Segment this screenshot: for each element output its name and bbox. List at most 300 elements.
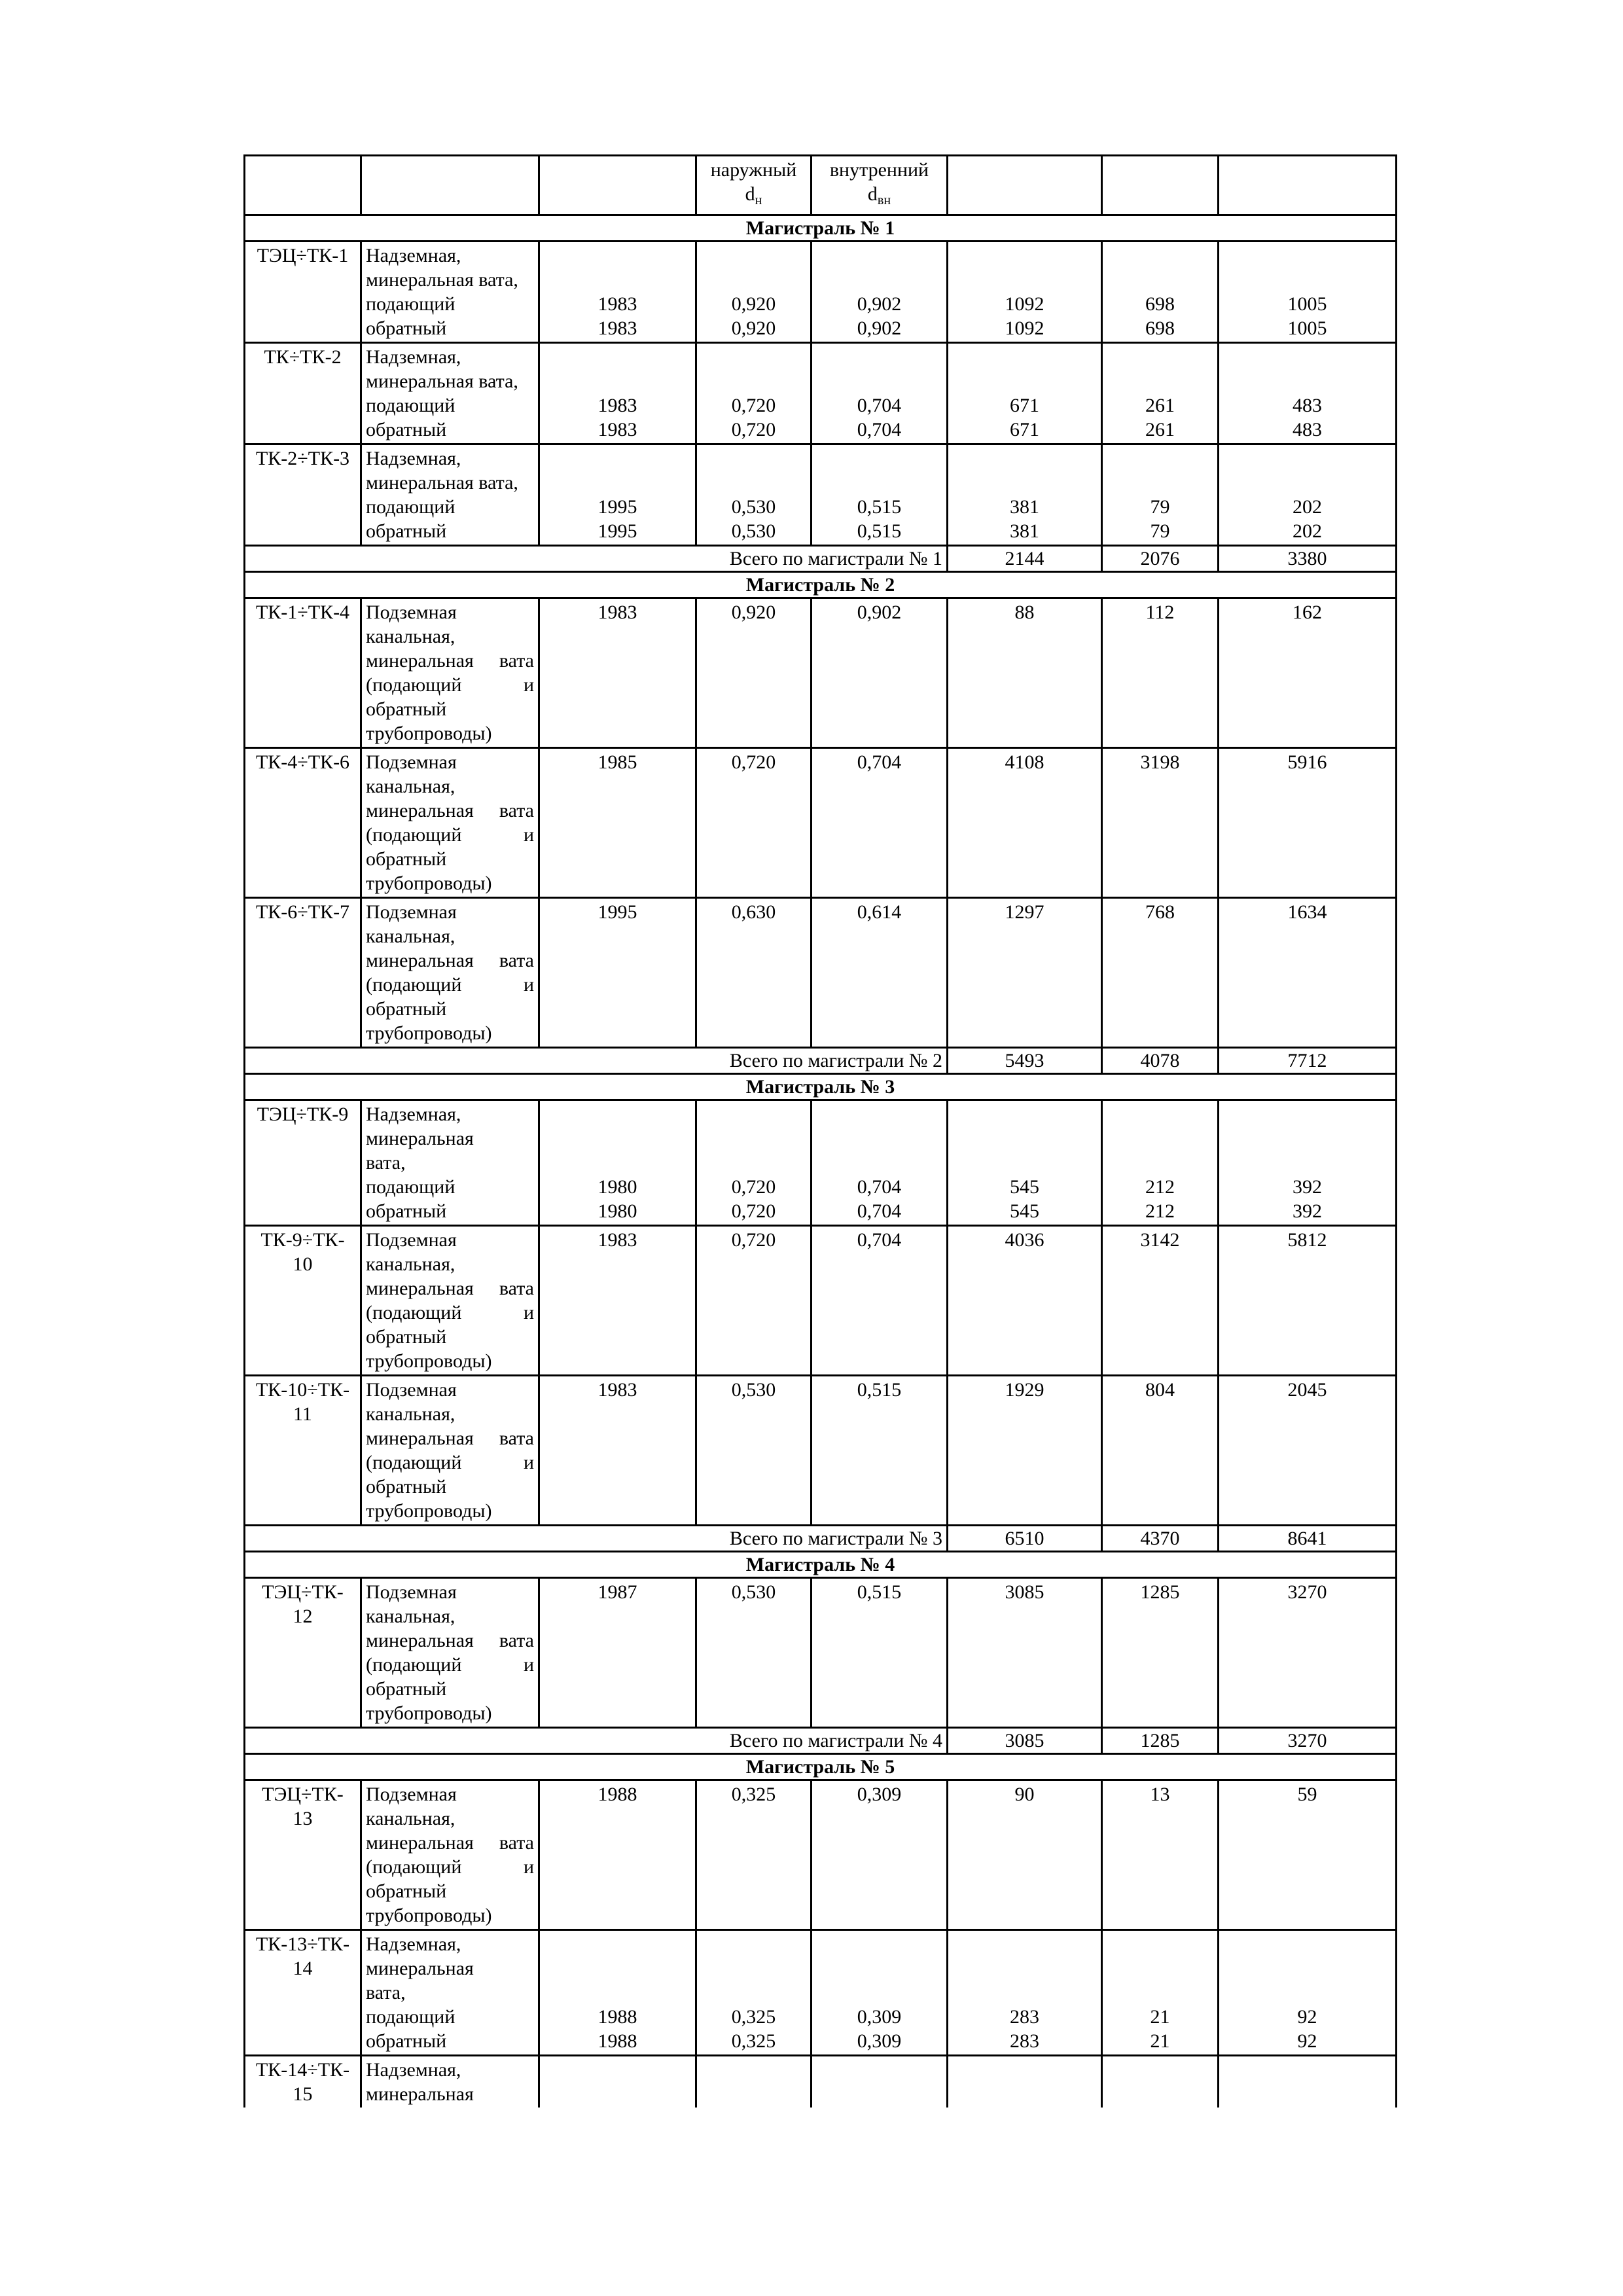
- year-cell: [539, 242, 696, 343]
- year-cell: [539, 1780, 696, 1930]
- spacer-line: [701, 1151, 806, 1175]
- year-value: 1983: [597, 1379, 637, 1401]
- description-line: (подающий и: [366, 674, 534, 696]
- spacer-line: [952, 1932, 1097, 1956]
- segment-label: 14: [293, 1958, 313, 1979]
- year-value: 1983: [597, 1229, 637, 1251]
- c2-value: 112: [1145, 601, 1175, 623]
- description-line: Надземная,: [366, 2059, 461, 2081]
- section-total-row: [245, 546, 1397, 572]
- description-line: (подающий и: [366, 974, 534, 996]
- description-line: обратный: [366, 317, 447, 339]
- section-title: Магистраль № 3: [245, 1074, 1397, 1100]
- d-out-cell: [696, 1780, 812, 1930]
- c3-cell: [1219, 748, 1397, 898]
- description-cell: [361, 2056, 539, 2108]
- spacer-line: [544, 1151, 691, 1175]
- c1-value: 90: [1014, 1784, 1035, 1805]
- c3-cell: [1219, 1930, 1397, 2056]
- spacer-line: [1223, 446, 1391, 471]
- spacer-line: [701, 345, 806, 369]
- spacer-line: [1107, 1102, 1213, 1126]
- segment-label: ТК-2÷ТК-3: [255, 448, 350, 469]
- segment-label: ТК-4÷ТК-6: [255, 751, 350, 773]
- outer-diameter-label: наружный: [710, 159, 797, 181]
- description-line: обратный: [366, 1326, 447, 1348]
- description-cell: [361, 343, 539, 444]
- spacer-line: [816, 1126, 942, 1151]
- header-blank-cell: [539, 156, 696, 215]
- description-line: трубопроводы): [366, 1022, 492, 1044]
- c1-value: 381: [1010, 496, 1039, 518]
- description-line: обратный: [366, 698, 447, 720]
- segment-label: ТК-10÷ТК-: [255, 1379, 350, 1401]
- year-value: 1988: [597, 1784, 637, 1805]
- segment-cell: [245, 343, 361, 444]
- description-line: канальная,: [366, 1808, 455, 1829]
- spacer-line: [1107, 1126, 1213, 1151]
- segment-label: 11: [293, 1403, 312, 1425]
- d-out-cell: [696, 1226, 812, 1376]
- description-line: подающий: [366, 2006, 455, 2028]
- c1-value: 671: [1010, 395, 1039, 416]
- d-in-cell: [812, 1226, 948, 1376]
- d-out-value: 0,720: [731, 1200, 776, 1222]
- spacer-line: [544, 1102, 691, 1126]
- d-in-value: 0,704: [857, 395, 902, 416]
- spacer-line: [701, 1981, 806, 2005]
- table-row: [245, 242, 1397, 343]
- d-out-cell: [696, 598, 812, 748]
- year-value: 1983: [597, 293, 637, 315]
- section-total-row: [245, 1728, 1397, 1754]
- year-value: 1983: [597, 395, 637, 416]
- description-cell: [361, 444, 539, 546]
- description-line: канальная,: [366, 1253, 455, 1275]
- description-line: (подающий и: [366, 824, 534, 846]
- c1-value: 545: [1010, 1176, 1039, 1198]
- c2-value: 3198: [1140, 751, 1180, 773]
- spacer-line: [952, 1151, 1097, 1175]
- section-heading-row: [245, 1754, 1397, 1780]
- description-line: канальная,: [366, 1605, 455, 1627]
- year-cell: [539, 748, 696, 898]
- d-out-cell: [696, 343, 812, 444]
- table-row: [245, 343, 1397, 444]
- c1-cell: [948, 748, 1102, 898]
- description-line: обратный: [366, 848, 447, 870]
- c2-value: 1285: [1140, 1581, 1180, 1603]
- description-line: Надземная,: [366, 346, 461, 368]
- table-row: [245, 2056, 1397, 2108]
- spacer-line: [1107, 1151, 1213, 1175]
- c3-value: 5916: [1287, 751, 1327, 773]
- year-value: 1983: [597, 317, 637, 339]
- c3-value: 92: [1297, 2006, 1317, 2028]
- d-in-value: 0,704: [857, 751, 902, 773]
- spacer-line: [952, 345, 1097, 369]
- spacer-line: [1223, 243, 1391, 268]
- description-cell: [361, 242, 539, 343]
- spacer-line: [1223, 345, 1391, 369]
- d-out-value: 0,720: [731, 419, 776, 440]
- c1-cell: [948, 598, 1102, 748]
- inner-diameter-symbol: d: [867, 183, 878, 205]
- year-cell: [539, 1376, 696, 1526]
- description-line: Подземная: [366, 1229, 457, 1251]
- description-line: минеральная вата: [366, 950, 534, 971]
- document-page: [243, 154, 1395, 2108]
- description-line: обратный: [366, 520, 447, 542]
- description-line: Надземная,: [366, 245, 461, 266]
- c3-cell: [1219, 2056, 1397, 2108]
- inner-diameter-subscript: вн: [877, 193, 891, 207]
- c3-value: 392: [1293, 1176, 1322, 1198]
- d-in-value: 0,515: [857, 1379, 902, 1401]
- spacer-line: [544, 471, 691, 495]
- segment-cell: [245, 1780, 361, 1930]
- total-c1: 3085: [948, 1728, 1102, 1754]
- spacer-line: [544, 345, 691, 369]
- spacer-line: [952, 1126, 1097, 1151]
- c1-value: 283: [1010, 2030, 1039, 2052]
- d-in-cell: [812, 444, 948, 546]
- description-line: подающий: [366, 496, 455, 518]
- d-out-value: 0,920: [731, 317, 776, 339]
- d-in-cell: [812, 1930, 948, 2056]
- spacer-line: [816, 345, 942, 369]
- description-line: (подающий и: [366, 1452, 534, 1473]
- description-line: подающий: [366, 293, 455, 315]
- description-line: (подающий и: [366, 1654, 534, 1676]
- d-in-value: 0,515: [857, 496, 902, 518]
- spacer-line: [1107, 345, 1213, 369]
- segment-label: ТЭЦ÷ТК-: [262, 1581, 344, 1603]
- d-out-cell: [696, 898, 812, 1048]
- c3-value: 483: [1293, 395, 1322, 416]
- d-out-value: 0,325: [731, 1784, 776, 1805]
- c2-cell: [1102, 1226, 1219, 1376]
- table-row: [245, 1780, 1397, 1930]
- spacer-line: [544, 446, 691, 471]
- description-cell: [361, 598, 539, 748]
- header-blank-cell: [1219, 156, 1397, 215]
- segment-cell: [245, 598, 361, 748]
- d-in-value: 0,515: [857, 520, 902, 542]
- d-out-cell: [696, 2056, 812, 2108]
- section-total-row: [245, 1048, 1397, 1074]
- section-title: Магистраль № 5: [245, 1754, 1397, 1780]
- c1-value: 545: [1010, 1200, 1039, 1222]
- year-value: 1995: [597, 901, 637, 923]
- description-line: Надземная,: [366, 448, 461, 469]
- d-in-cell: [812, 1780, 948, 1930]
- c3-value: 1634: [1287, 901, 1327, 923]
- spacer-line: [544, 1126, 691, 1151]
- c1-cell: [948, 242, 1102, 343]
- description-line: канальная,: [366, 776, 455, 797]
- c1-cell: [948, 1780, 1102, 1930]
- d-in-cell: [812, 898, 948, 1048]
- spacer-line: [1107, 369, 1213, 393]
- spacer-line: [544, 1981, 691, 2005]
- year-value: 1980: [597, 1176, 637, 1198]
- spacer-line: [701, 446, 806, 471]
- spacer-line: [816, 268, 942, 292]
- spacer-line: [1107, 1932, 1213, 1956]
- segment-label: ТЭЦ÷ТК-: [262, 1784, 344, 1805]
- header-outer-diameter: [696, 156, 812, 215]
- c2-cell: [1102, 1100, 1219, 1226]
- c3-cell: [1219, 343, 1397, 444]
- segment-label: 13: [293, 1808, 313, 1829]
- c2-cell: [1102, 1376, 1219, 1526]
- spacer-line: [1107, 446, 1213, 471]
- spacer-line: [544, 243, 691, 268]
- segment-label: ТК-14÷ТК-: [255, 2059, 350, 2081]
- table-row: [245, 1226, 1397, 1376]
- section-title: Магистраль № 1: [245, 215, 1397, 242]
- segment-label: ТК-1÷ТК-4: [255, 601, 350, 623]
- spacer-line: [816, 1956, 942, 1981]
- total-label: Всего по магистрали № 1: [245, 546, 948, 572]
- c3-value: 392: [1293, 1200, 1322, 1222]
- spacer-line: [1223, 1981, 1391, 2005]
- d-in-cell: [812, 748, 948, 898]
- table-row: [245, 1376, 1397, 1526]
- c2-cell: [1102, 1930, 1219, 2056]
- spacer-line: [701, 1102, 806, 1126]
- description-cell: [361, 748, 539, 898]
- d-out-value: 0,630: [731, 901, 776, 923]
- description-line: обратный: [366, 1880, 447, 1902]
- c2-value: 21: [1150, 2006, 1170, 2028]
- spacer-line: [701, 268, 806, 292]
- table-body: [245, 156, 1397, 2108]
- year-value: 1983: [597, 419, 637, 440]
- section-total-row: [245, 1526, 1397, 1552]
- c1-cell: [948, 444, 1102, 546]
- d-in-value: 0,704: [857, 419, 902, 440]
- c2-value: 212: [1145, 1200, 1175, 1222]
- c1-cell: [948, 898, 1102, 1048]
- c3-cell: [1219, 1578, 1397, 1728]
- year-value: 1983: [597, 601, 637, 623]
- total-c1: 5493: [948, 1048, 1102, 1074]
- year-value: 1980: [597, 1200, 637, 1222]
- year-cell: [539, 1930, 696, 2056]
- total-c1: 6510: [948, 1526, 1102, 1552]
- c1-cell: [948, 1226, 1102, 1376]
- c2-value: 261: [1145, 395, 1175, 416]
- c1-cell: [948, 2056, 1102, 2108]
- spacer-line: [952, 243, 1097, 268]
- description-line: минеральная вата: [366, 1630, 534, 1651]
- description-line: минеральная вата,: [366, 472, 518, 493]
- spacer-line: [1107, 471, 1213, 495]
- d-in-cell: [812, 343, 948, 444]
- d-out-value: 0,920: [731, 293, 776, 315]
- spacer-line: [1107, 268, 1213, 292]
- description-line: Подземная: [366, 1784, 457, 1805]
- c3-value: 2045: [1287, 1379, 1327, 1401]
- table-row: [245, 444, 1397, 546]
- c3-cell: [1219, 598, 1397, 748]
- d-in-cell: [812, 242, 948, 343]
- segment-cell: [245, 1930, 361, 2056]
- outer-diameter-symbol: d: [745, 183, 755, 205]
- total-label: Всего по магистрали № 4: [245, 1728, 948, 1754]
- description-line: подающий: [366, 1176, 455, 1198]
- d-out-cell: [696, 1100, 812, 1226]
- description-line: минеральная: [366, 1128, 474, 1149]
- year-cell: [539, 1578, 696, 1728]
- description-line: канальная,: [366, 626, 455, 647]
- header-inner-diameter: [812, 156, 948, 215]
- header-row: [245, 156, 1397, 215]
- year-value: 1995: [597, 496, 637, 518]
- c2-value: 3142: [1140, 1229, 1180, 1251]
- table-row: [245, 1930, 1397, 2056]
- description-line: Надземная,: [366, 1103, 461, 1125]
- c1-value: 88: [1014, 601, 1035, 623]
- spacer-line: [544, 369, 691, 393]
- c1-value: 1092: [1005, 317, 1044, 339]
- spacer-line: [816, 446, 942, 471]
- description-cell: [361, 1226, 539, 1376]
- d-in-cell: [812, 1578, 948, 1728]
- segment-cell: [245, 1578, 361, 1728]
- spacer-line: [1223, 1102, 1391, 1126]
- c2-value: 79: [1150, 520, 1170, 542]
- c2-value: 21: [1150, 2030, 1170, 2052]
- description-line: вата,: [366, 1152, 406, 1174]
- segment-label: ТЭЦ÷ТК-1: [257, 245, 349, 266]
- c1-value: 1297: [1005, 901, 1044, 923]
- spacer-line: [1223, 1151, 1391, 1175]
- description-cell: [361, 1376, 539, 1526]
- c3-value: 202: [1293, 520, 1322, 542]
- spacer-line: [952, 1981, 1097, 2005]
- outer-diameter-subscript: н: [755, 193, 762, 207]
- d-in-value: 0,309: [857, 1784, 902, 1805]
- segment-cell: [245, 748, 361, 898]
- c2-cell: [1102, 1780, 1219, 1930]
- c2-value: 261: [1145, 419, 1175, 440]
- segment-cell: [245, 1376, 361, 1526]
- description-line: минеральная вата: [366, 800, 534, 821]
- description-line: Подземная: [366, 601, 457, 623]
- d-in-cell: [812, 2056, 948, 2108]
- d-out-value: 0,720: [731, 751, 776, 773]
- description-line: трубопроводы): [366, 1500, 492, 1522]
- description-cell: [361, 1930, 539, 2056]
- description-line: минеральная вата: [366, 1278, 534, 1299]
- c1-cell: [948, 1578, 1102, 1728]
- d-out-value: 0,920: [731, 601, 776, 623]
- spacer-line: [952, 446, 1097, 471]
- c3-cell: [1219, 1780, 1397, 1930]
- total-c2: 2076: [1102, 546, 1219, 572]
- year-cell: [539, 598, 696, 748]
- d-out-cell: [696, 1578, 812, 1728]
- spacer-line: [701, 369, 806, 393]
- c2-cell: [1102, 898, 1219, 1048]
- description-line: Надземная,: [366, 1933, 461, 1955]
- spacer-line: [544, 1932, 691, 1956]
- segment-label: ТК-13÷ТК-: [255, 1933, 350, 1955]
- c1-cell: [948, 1100, 1102, 1226]
- c3-value: 483: [1293, 419, 1322, 440]
- spacer-line: [1107, 243, 1213, 268]
- c1-value: 381: [1010, 520, 1039, 542]
- table-row: [245, 1578, 1397, 1728]
- d-out-value: 0,720: [731, 1229, 776, 1251]
- d-out-value: 0,530: [731, 496, 776, 518]
- spacer-line: [701, 471, 806, 495]
- description-line: Подземная: [366, 751, 457, 773]
- c3-value: 162: [1293, 601, 1322, 623]
- spacer-line: [701, 243, 806, 268]
- c2-value: 79: [1150, 496, 1170, 518]
- d-out-value: 0,325: [731, 2030, 776, 2052]
- c3-value: 202: [1293, 496, 1322, 518]
- spacer-line: [816, 471, 942, 495]
- spacer-line: [816, 1981, 942, 2005]
- description-cell: [361, 1578, 539, 1728]
- spacer-line: [816, 1151, 942, 1175]
- d-in-value: 0,902: [857, 601, 902, 623]
- description-line: Подземная: [366, 1379, 457, 1401]
- spacer-line: [816, 1932, 942, 1956]
- segment-label: 12: [293, 1605, 313, 1627]
- c1-value: 671: [1010, 419, 1039, 440]
- c2-cell: [1102, 444, 1219, 546]
- description-line: подающий: [366, 395, 455, 416]
- c3-value: 1005: [1287, 317, 1327, 339]
- d-in-value: 0,614: [857, 901, 902, 923]
- d-out-value: 0,530: [731, 1379, 776, 1401]
- c1-value: 1092: [1005, 293, 1044, 315]
- d-in-value: 0,704: [857, 1200, 902, 1222]
- d-out-value: 0,530: [731, 1581, 776, 1603]
- description-line: канальная,: [366, 925, 455, 947]
- total-c2: 4370: [1102, 1526, 1219, 1552]
- c1-cell: [948, 1930, 1102, 2056]
- total-c3: 3270: [1219, 1728, 1397, 1754]
- d-in-value: 0,309: [857, 2006, 902, 2028]
- c1-value: 4108: [1005, 751, 1044, 773]
- header-blank-cell: [1102, 156, 1219, 215]
- c3-value: 92: [1297, 2030, 1317, 2052]
- section-heading-row: [245, 572, 1397, 598]
- spacer-line: [1223, 1956, 1391, 1981]
- segment-cell: [245, 1226, 361, 1376]
- total-c2: 4078: [1102, 1048, 1219, 1074]
- c2-value: 768: [1145, 901, 1175, 923]
- total-label: Всего по магистрали № 3: [245, 1526, 948, 1552]
- table-row: [245, 748, 1397, 898]
- spacer-line: [952, 1102, 1097, 1126]
- c2-cell: [1102, 2056, 1219, 2108]
- c3-cell: [1219, 1100, 1397, 1226]
- description-line: минеральная: [366, 1958, 474, 1979]
- total-c1: 2144: [948, 546, 1102, 572]
- c3-cell: [1219, 1226, 1397, 1376]
- spacer-line: [1223, 1126, 1391, 1151]
- c1-value: 1929: [1005, 1379, 1044, 1401]
- c2-cell: [1102, 748, 1219, 898]
